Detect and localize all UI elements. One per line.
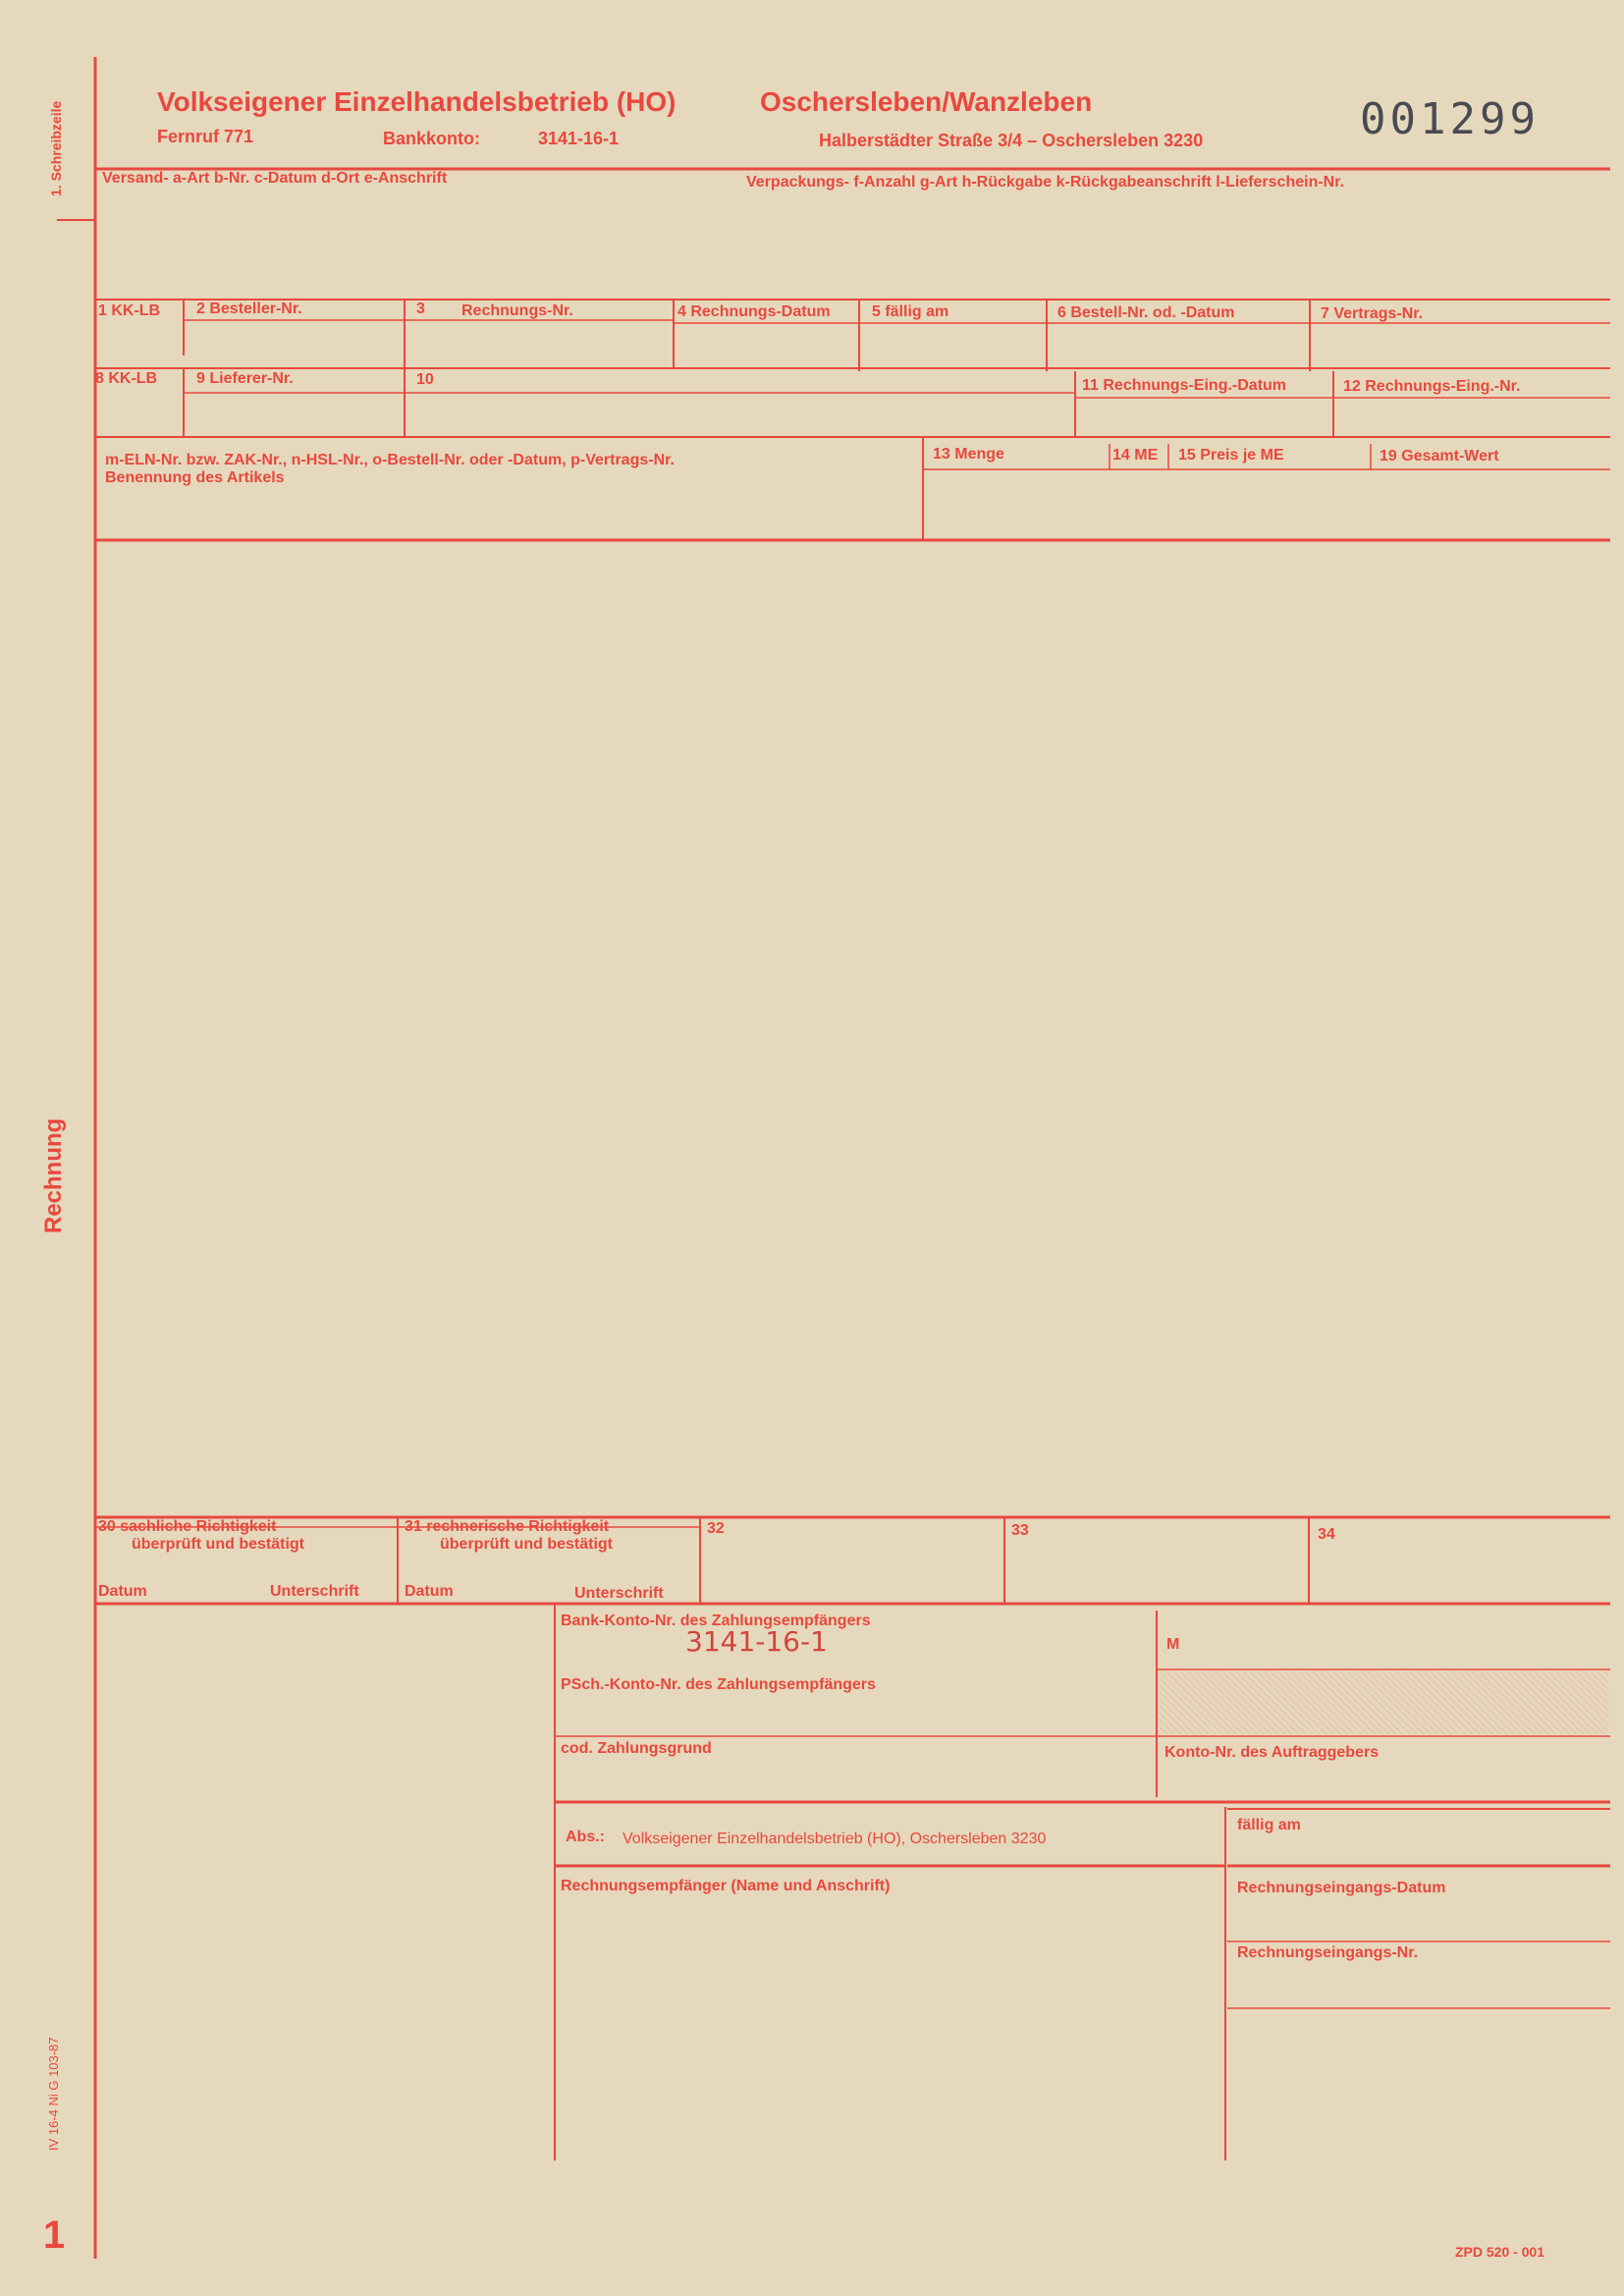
currency-m-label: M xyxy=(1166,1636,1180,1653)
field-19-gesamt-wert: 19 Gesamt-Wert xyxy=(1380,448,1499,465)
company-city: Oschersleben/Wanzleben xyxy=(760,86,1093,117)
field-9-lieferer-nr: 9 Lieferer-Nr. xyxy=(196,370,294,387)
shipping-label: Versand- a-Art b-Nr. c-Datum d-Ort e-Anschrift xyxy=(102,170,448,187)
field-10: 10 xyxy=(416,371,434,388)
shaded-field xyxy=(1159,1671,1608,1734)
field-8-kk-lb: 8 KK-LB xyxy=(95,370,158,387)
sender-address: Volkseigener Einzelhandelsbetrieb (HO), Oschersleben 3230 xyxy=(623,1831,1047,1847)
payee-bank-account-value: 3141-16-1 xyxy=(685,1625,828,1658)
payee-psch-account-label: PSch.-Konto-Nr. des Zahlungsempfängers xyxy=(561,1676,876,1693)
field-31-sub: überprüft und bestätigt xyxy=(440,1536,613,1553)
field-31-label: 31 rechnerische Richtigkeit xyxy=(405,1518,610,1535)
serial-number: 001299 xyxy=(1360,94,1540,144)
company-address: Halberstädter Straße 3/4 – Oschersleben 3230 xyxy=(819,131,1204,150)
receipt-date-label: Rechnungseingangs-Datum xyxy=(1237,1880,1446,1896)
field-30-label: 30 sachliche Richtigkeit xyxy=(98,1518,277,1535)
field-1-kk-lb: 1 KK-LB xyxy=(98,302,161,319)
invoice-recipient-label: Rechnungsempfänger (Name und Anschrift) xyxy=(561,1878,891,1894)
field-34: 34 xyxy=(1318,1526,1335,1543)
field-30-signature: Unterschrift xyxy=(270,1583,359,1600)
field-32: 32 xyxy=(707,1520,725,1537)
article-name-label: Benennung des Artikels xyxy=(105,469,285,486)
bank-account-label: Bankkonto: xyxy=(383,129,480,148)
field-2-besteller-nr: 2 Besteller-Nr. xyxy=(196,301,302,317)
copy-number: 1 xyxy=(43,2214,66,2257)
field-3-number: 3 xyxy=(416,301,425,317)
field-31-date: Datum xyxy=(405,1583,454,1600)
field-7-vertrags-nr: 7 Vertrags-Nr. xyxy=(1321,305,1424,322)
packaging-label: Verpackungs- f-Anzahl g-Art h-Rückgabe k-Rückgabeanschrift l-Lieferschein-Nr. xyxy=(746,174,1345,191)
field-31-signature: Unterschrift xyxy=(574,1585,664,1602)
field-12-rechnungs-eing-nr: 12 Rechnungs-Eing.-Nr. xyxy=(1343,378,1521,395)
receipt-number-label: Rechnungseingangs-Nr. xyxy=(1237,1944,1419,1961)
bank-account-number: 3141-16-1 xyxy=(538,129,620,148)
phone-label: Fernruf 771 xyxy=(157,127,254,146)
print-code: IV 16-4 Ni G 103-87 xyxy=(46,2037,61,2151)
payer-account-label: Konto-Nr. des Auftraggebers xyxy=(1164,1744,1380,1761)
company-name: Volkseigener Einzelhandelsbetrieb (HO) xyxy=(157,86,677,117)
due-date-label: fällig am xyxy=(1237,1817,1301,1833)
document-type-label: Rechnung xyxy=(40,1118,67,1233)
field-3-rechnungs-nr: Rechnungs-Nr. xyxy=(461,302,573,319)
payee-bank-account-label: Bank-Konto-Nr. des Zahlungsempfängers xyxy=(561,1613,871,1629)
field-11-rechnungs-eing-datum: 11 Rechnungs-Eing.-Datum xyxy=(1082,377,1287,394)
field-30-sub: überprüft und bestätigt xyxy=(132,1536,304,1553)
payment-reason-label: cod. Zahlungsgrund xyxy=(561,1740,712,1757)
field-6-bestell-nr: 6 Bestell-Nr. od. -Datum xyxy=(1057,304,1235,321)
copy-label: 1. Schreibzeile xyxy=(48,100,64,196)
field-14-me: 14 ME xyxy=(1112,447,1159,464)
field-30-date: Datum xyxy=(98,1583,147,1600)
field-15-preis-je-me: 15 Preis je ME xyxy=(1178,447,1284,464)
field-5-faellig-am: 5 fällig am xyxy=(872,303,949,320)
form-code: ZPD 520 - 001 xyxy=(1455,2244,1545,2260)
sender-label: Abs.: xyxy=(566,1829,605,1845)
field-4-rechnungs-datum: 4 Rechnungs-Datum xyxy=(677,303,831,320)
field-13-menge: 13 Menge xyxy=(933,446,1004,463)
article-number-label: m-ELN-Nr. bzw. ZAK-Nr., n-HSL-Nr., o-Bestell-Nr. oder -Datum, p-Vertrags-Nr. xyxy=(105,452,675,468)
field-33: 33 xyxy=(1011,1522,1029,1539)
